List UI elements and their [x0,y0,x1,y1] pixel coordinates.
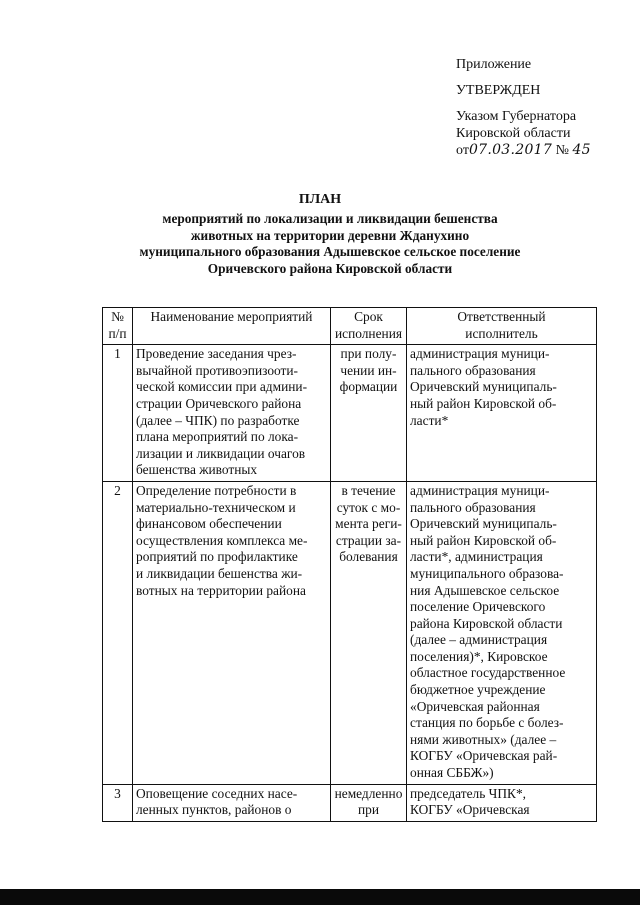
cell-text-line: формации [339,379,398,395]
cell-text-line: КОГБУ «Оричевская [410,802,530,818]
appendix-label: Приложение [456,57,532,72]
cell-text-line: Оричевский муниципаль- [410,516,557,532]
cell-text-line: администрация муници- [410,482,550,498]
cell-text-line: нями животных» (далее – [410,731,557,747]
cell-text-line: роприятий по профилактике [136,549,298,565]
cell-text-line: суток с мо- [336,499,401,515]
cell-text-line: (далее – ЧПК) по разработке [136,412,300,428]
cell-text-line: поселения)*, Кировское [410,648,548,664]
header-num [103,308,133,345]
cell-text-line: пального образования [410,362,536,378]
measure-name [133,481,331,784]
plan-subtitle [130,211,530,277]
header-name [133,308,331,345]
approved-label: УТВЕРЖДЕН [456,83,541,98]
cell-text-line: Срок [354,309,383,324]
measure-responsible [407,481,597,784]
measure-responsible [407,784,597,821]
subtitle-line: муниципального образования Адышевское сельское поселение [139,244,521,259]
date-prefix: от [456,143,469,158]
cell-text-line: вычайной противоэпизооти- [136,362,299,378]
cell-text-line: немедленно [334,785,403,801]
measure-term [331,345,407,482]
table-row [103,345,597,482]
decree-line-1: Указом Губернатора [456,109,577,124]
cell-text-line: ленных пунктов, районов о [136,802,292,818]
cell-text-line: поселение Оричевского [410,599,546,615]
cell-text-line: пального образования [410,499,536,515]
cell-text-line: Наименование мероприятий [150,309,313,324]
measure-term [331,784,407,821]
header-responsible [407,308,597,345]
cell-text-line: ния Адышевское сельское [410,582,560,598]
cell-text-line: лизации и ликвидации очагов [136,445,306,461]
row-number: 2 [103,481,133,784]
decree-number: 45 [572,142,591,158]
row-number: 3 [103,784,133,821]
measure-name [133,345,331,482]
cell-text-line: мента реги- [335,516,402,532]
cell-text-line: ный район Кировской об- [410,395,557,411]
table-row [103,481,597,784]
cell-text-line: председатель ЧПК*, [410,785,527,801]
cell-text-line: исполнения [334,325,403,341]
measure-responsible [407,345,597,482]
approval-block [456,56,591,159]
cell-text-line: и ликвидации бешенства жи- [136,565,303,581]
scan-bottom-edge [0,889,640,905]
cell-text-line: бешенства животных [136,462,258,478]
decree-date-line [456,142,591,159]
cell-text-line: Определение потребности в [136,482,297,498]
decree-date: 07.03.2017 [468,142,553,158]
number-prefix: № [555,143,569,158]
cell-text-line: (далее – администрация [410,632,548,648]
cell-text-line: вотных на территории района [136,582,306,598]
cell-text-line: при [357,802,380,818]
cell-text-line: финансовом обеспечении [136,516,282,532]
cell-text-line: чении ин- [340,362,397,378]
cell-text-line: в течение [341,482,396,498]
cell-text-line: болевания [339,549,398,565]
cell-text-line: областное государственное [410,665,566,681]
cell-text-line: при полу- [340,346,397,362]
cell-text-line: материально-техническом и [136,499,296,515]
row-number: 1 [103,345,133,482]
decree-line-2: Кировской области [456,126,571,141]
cell-text-line: муниципального образова- [410,565,564,581]
cell-text-line: Оповещение соседних насе- [136,785,298,801]
cell-text-line: Проведение заседания чрез- [136,346,297,362]
cell-text-line: администрация муници- [410,346,550,362]
cell-text-line: п/п [108,325,127,341]
plan-title: ПЛАН [298,192,342,207]
plan-table [102,307,597,822]
cell-text-line: № [111,309,124,324]
cell-text-line: района Кировской области [410,615,563,631]
subtitle-line: мероприятий по локализации и ликвидации бешенства [162,211,498,226]
cell-text-line: страции за- [335,532,402,548]
cell-text-line: плана мероприятий по лока- [136,429,299,445]
cell-text-line: КОГБУ «Оричевская рай- [410,748,558,764]
subtitle-line: животных на территории деревни Жданухино [190,227,470,243]
cell-text-line: страции Оричевского района [136,395,302,411]
cell-text-line: ческой комиссии при админи- [136,379,308,395]
table-header-row [103,308,597,345]
subtitle-line: Оричевского района Кировской области [207,260,453,276]
cell-text-line: станция по борьбе с болез- [410,715,564,731]
cell-text-line: бюджетное учреждение [410,682,546,698]
header-term [331,308,407,345]
cell-text-line: Оричевский муниципаль- [410,379,557,395]
measure-name [133,784,331,821]
cell-text-line: осуществления комплекса ме- [136,532,308,548]
cell-text-line: ласти*, администрация [410,549,543,565]
cell-text-line: исполнитель [465,325,538,341]
table-row [103,784,597,821]
cell-text-line: «Оричевская районная [410,698,540,714]
cell-text-line: ласти* [410,412,449,428]
cell-text-line: Ответственный [457,309,546,324]
measure-term [331,481,407,784]
cell-text-line: онная СББЖ») [410,765,494,781]
cell-text-line: ный район Кировской об- [410,532,557,548]
